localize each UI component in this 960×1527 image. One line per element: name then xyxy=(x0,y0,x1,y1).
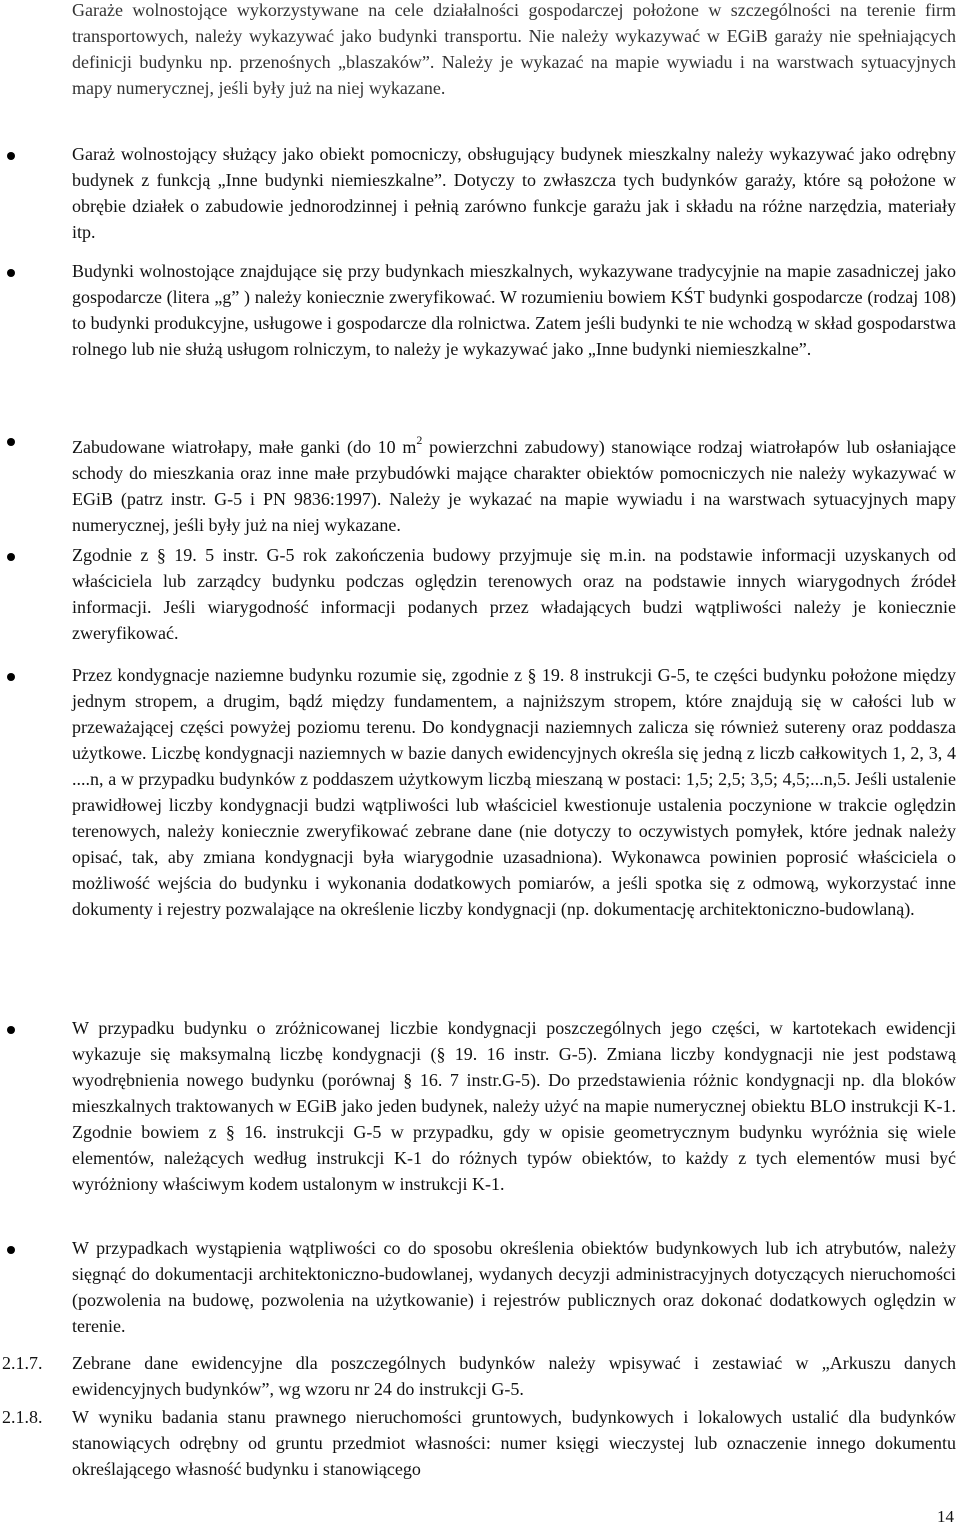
paragraph-part: powierzchni zabudowy) stanowiące rodzaj wiatrołapów lub osłaniające schody do mieszkania oraz inne małe przybudówki mające charakter obiektów pomocniczych nie należy wykazywać w EGiB (patrz instr. G-5 i PN 9836:1997). Należy je wykazać na mapie wywiadu i na warstwach sytuacyjnych mapy numerycznej, jeśli były już na niej wykazane. xyxy=(72,437,956,535)
section-number: 2.1.7. xyxy=(2,1353,43,1373)
bullet-icon xyxy=(7,438,15,446)
paragraph-text: W przypadku budynku o zróżnicowanej liczbie kondygnacji poszczególnych jego części, w kartotekach ewidencji wykazuje się maksymalną liczbę kondygnacji (§ 19. 16 instr. G-5). Zmiana liczby kondygnacji nie jest podstawą wyodrębnienia nowego budynku (porównaj § 16. 7 instr.G-5). Do przedstawienia różnic kondygnacji np. dla bloków mieszkalnych traktowanych w EGiB jako jeden budynek, należy użyć na mapie numerycznej obiektu BLO instrukcji K-1. Zgodnie bowiem z § 16. instrukcji G-5 w przypadku, gdy w opisie geometrycznym budynku wyróżnia się wiele elementów, należących według instrukcji K-1 do różnych typów obiektów, to każdy z tych elementów musi być wyróżniony właściwym kodem ustalonym w instrukcji K-1. xyxy=(72,1018,956,1194)
bullet-icon xyxy=(7,1246,15,1254)
page-number: 14 xyxy=(937,1507,954,1526)
bullet-icon xyxy=(7,553,15,561)
paragraph-text xyxy=(72,427,956,538)
bullet-icon xyxy=(7,1026,15,1034)
paragraph-text: Zgodnie z § 19. 5 instr. G-5 rok zakończenia budowy przyjmuje się m.in. na podstawie informacji uzyskanych od właściciela lub zarządcy budynku podczas oględzin terenowych oraz na podstawie innych wiarygodnych źródeł informacji. Jeśli wiarygodność informacji podanych przez władających budzi wątpliwości należy je koniecznie zweryfikować. xyxy=(72,545,956,643)
section-number: 2.1.8. xyxy=(2,1407,43,1427)
paragraph-part: Zabudowane wiatrołapy, małe ganki (do 10 m xyxy=(72,437,417,457)
paragraph-text: W przypadkach wystąpienia wątpliwości co do sposobu określenia obiektów budynkowych lub ich atrybutów, należy sięgnąć do dokumentacji architektoniczno-budowlanej, wydanych decyzji administracyjnych dotyczących nieruchomości (pozwolenia na budowę, pozwolenia na użytkowanie) i rejestrów publicznych oraz dokonać dodatkowych oględzin w terenie. xyxy=(72,1238,956,1336)
bullet-icon xyxy=(7,152,15,160)
section-text: Zebrane dane ewidencyjne dla poszczególnych budynków należy wpisywać i zestawiać w „Arkuszu danych ewidencyjnych budynków”, wg wzoru nr 24 do instrukcji G-5. xyxy=(72,1353,956,1399)
paragraph-text: Budynki wolnostojące znajdujące się przy budynkach mieszkalnych, wykazywane tradycyjnie na mapie zasadniczej jako gospodarcze (litera „g” ) należy koniecznie zweryfikować. W rozumieniu bowiem KŚT budynki gospodarcze (rodzaj 108) to budynki produkcyjne, usługowe i gospodarcze dla rolnictwa. Zatem jeśli budynki te nie wchodzą w skład gospodarstwa rolnego lub nie służą usługom rolniczym, to należy je wykazywać jako „Inne budynki niemieszkalne”. xyxy=(72,261,956,359)
bullet-icon xyxy=(7,673,15,681)
superscript: 2 xyxy=(416,433,423,447)
section-text: W wyniku badania stanu prawnego nieruchomości gruntowych, budynkowych i lokalowych ustalić dla budynków stanowiących odrębny od gruntu przedmiot własności: numer księgi wieczystej lub oznaczenie innego dokumentu określającego własność budynku i stanowiącego xyxy=(72,1407,956,1479)
bullet-icon xyxy=(7,269,15,277)
paragraph-text: Garaże wolnostojące wykorzystywane na cele działalności gospodarczej położone w szczególności na terenie firm transportowych, należy wykazywać jako budynki transportu. Nie należy wykazywać w EGiB garaży nie spełniających definicji budynku np. przenośnych „blaszaków”. Należy je wykazać na mapie wywiadu i na warstwach sytuacyjnych mapy numerycznej, jeśli były już na niej wykazane. xyxy=(72,0,956,98)
paragraph-text: Przez kondygnacje naziemne budynku rozumie się, zgodnie z § 19. 8 instrukcji G-5, te części budynku położone między jednym stropem, a drugim, bądź między fundamentem, a najniższym stropem, które znajdują się w całości lub w przeważającej części powyżej poziomu terenu. Do kondygnacji naziemnych zalicza się również sutereny oraz poddasza użytkowe. Liczbę kondygnacji naziemnych w bazie danych ewidencyjnych określa się jedną z liczb całkowitych 1, 2, 3, 4 ....n, a w przypadku budynków z poddaszem użytkowym liczbą mieszaną w postaci: 1,5; 2,5; 3,5; 4,5;...n,5. Jeśli ustalenie prawidłowej liczby kondygnacji budzi wątpliwości lub właściciel kwestionuje ustalenia poczynione w trakcie oględzin terenowych, należy koniecznie zweryfikować zebrane dane (nie dotyczy to oczywistych pomyłek, które jednak należy opisać, tak, aby zmiana kondygnacji była wiarygodnie uzasadniona). Wykonawca powinien poprosić właściciela o możliwość wejścia do budynku i wykonania dodatkowych pomiarów, a jeśli spotka się z odmową, wykorzystać inne dokumenty i rejestry pozwalające na określenie liczby kondygnacji (np. dokumentację architektoniczno-budowlaną). xyxy=(72,665,956,919)
paragraph-text: Garaż wolnostojący służący jako obiekt pomocniczy, obsługujący budynek mieszkalny należy wykazywać jako odrębny budynek z funkcją „Inne budynki niemieszkalne”. Dotyczy to zwłaszcza tych budynków garaży, które są położone w obrębie działek o zabudowie jednorodzinnej i pełnią zarówno funkcje garażu jak i składu na różne narzędzia, materiały itp. xyxy=(72,144,956,242)
